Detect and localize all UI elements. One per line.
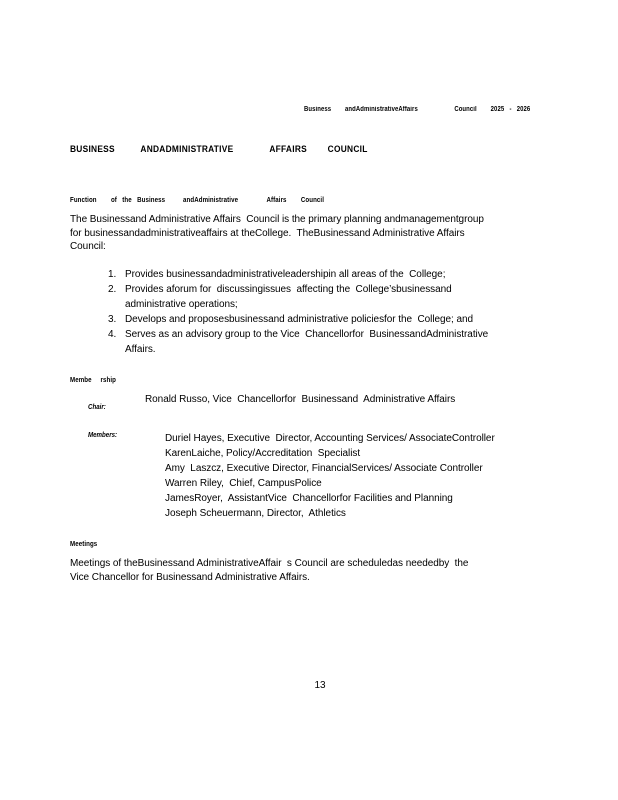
list-item [70,327,488,357]
list-item-line: Develops and proposesbusinessand administrative policiesfor the College; and [125,314,474,325]
list-item-number: 2. [108,284,117,295]
members-list [165,431,495,521]
chair-value: Ronald Russo, Vice Chancellorfor Businessand Administrative Affairs [145,394,456,405]
meetings-section-heading [70,533,103,551]
member-line: Warren Riley, Chief, CampusPolice [165,478,322,489]
meetings-section-heading-text: Meetings [70,539,98,548]
list-item [70,312,488,327]
list-item [70,267,488,282]
members-label-text: Members: [88,430,118,439]
document-title-text: BUSINESS ANDADMINISTRATIVE AFFAIRS COUNCIL [70,144,368,155]
chair-label [88,396,110,414]
list-item-number: 1. [108,269,117,280]
page-number: 13 [314,680,326,691]
meetings-paragraph [70,557,468,584]
list-item-line: administrative operations; [125,299,238,310]
list-item-line: Affairs. [125,344,156,355]
list-item-number: 4. [108,329,117,340]
member-line: KarenLaiche, Policy/Accreditation Specialist [165,448,361,459]
meetings-paragraph-line: Vice Chancellor for Businessand Administrative Affairs. [70,571,310,583]
function-section-heading-text: Function of the Business andAdministrative Affairs Council [70,195,325,204]
intro-paragraph [70,213,484,254]
member-line: Amy Laszcz, Executive Director, FinancialServices/ Associate Controller [165,463,483,474]
membership-section-heading-text: Membe rship [70,375,117,384]
list-item [70,282,488,312]
member-line: JamesRoyer, AssistantVice Chancellorfor Facilities and Planning [165,493,453,504]
members-label [88,424,123,442]
member-line: Duriel Hayes, Executive Director, Accounting Services/ AssociateController [165,433,495,444]
list-item-text [125,267,445,282]
list-item-text [125,282,452,312]
function-list [70,267,488,357]
list-item-text [125,327,488,357]
running-header [304,98,570,116]
intro-paragraph-line: for businessandadministrativeaffairs at theCollege. TheBusinessand Administrative Affairs [70,227,465,239]
function-section-heading [70,189,380,207]
document-title [70,139,408,157]
membership-section-heading [70,369,126,387]
list-item-text [125,312,473,327]
list-item-line: Provides aforum for discussingissues affecting the College’sbusinessand [125,284,452,295]
list-item-number: 3. [108,314,117,325]
list-item-line: Provides businessandadministrativeleadershipin all areas of the College; [125,269,446,280]
intro-paragraph-line: The Businessand Administrative Affairs Council is the primary planning andmanagementgroup [70,214,484,225]
running-header-text: Business andAdministrativeAffairs Council 2025 - 2026 [304,106,531,113]
list-item-line: Serves as an advisory group to the Vice Chancellorfor BusinessandAdministrative [125,329,489,340]
chair-label-text: Chair: [88,402,106,411]
intro-paragraph-line: Council: [70,241,106,252]
member-line: Joseph Scheuermann, Director, Athletics [165,508,346,519]
meetings-paragraph-line: Meetings of theBusinessand AdministrativeAffair s Council are scheduledas neededby the [70,558,469,569]
